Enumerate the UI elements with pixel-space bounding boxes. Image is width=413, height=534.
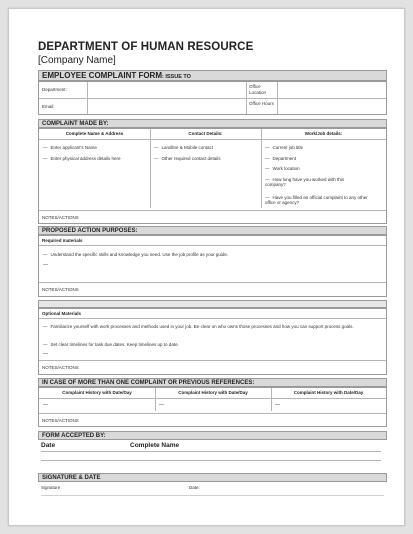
- notes-actions-label: NOTES/ACTIONS: [42, 418, 79, 423]
- history-col-header: Complaint History with Date/Day: [62, 390, 132, 395]
- accepted-date-label: Date: [41, 442, 56, 449]
- empty-list-item: —: [43, 351, 48, 357]
- list-item: — Landline & Mobile contact: [154, 145, 259, 150]
- complaint-made-by-table: [38, 128, 387, 224]
- department-field[interactable]: [88, 83, 245, 97]
- optional-spacer-bar: [38, 300, 387, 308]
- list-item: — Current job title: [265, 145, 383, 150]
- references-table: [38, 387, 387, 427]
- required-materials-label: Required materials: [42, 238, 83, 243]
- office-hours-field[interactable]: [279, 100, 385, 114]
- history-entry-1[interactable]: —: [43, 402, 48, 408]
- signature-date-label: Date:: [189, 485, 200, 490]
- references-heading: IN CASE OF MORE THAN ONE COMPLAINT OR PREVIOUS REFERENCES:: [38, 378, 387, 387]
- email-field[interactable]: [88, 100, 245, 114]
- form-accepted-area: [38, 440, 387, 468]
- office-location-field[interactable]: [279, 83, 385, 97]
- notes-actions-label: NOTES/ACTIONS: [42, 215, 79, 220]
- notes-actions-label: NOTES/ACTIONS: [42, 287, 79, 292]
- list-item: — Other required contact details: [154, 156, 259, 161]
- optional-materials-label: Optional Materials: [42, 311, 82, 316]
- col-contact-header: Contact Details:: [188, 131, 223, 136]
- accepted-name-label: Complete Name: [130, 442, 180, 449]
- signature-line[interactable]: [41, 495, 384, 496]
- optional-materials-table: [38, 308, 387, 375]
- signature-heading: SIGNATURE & DATE: [38, 473, 387, 482]
- required-materials-table: [38, 235, 387, 297]
- list-item: — Have you filled an official complaint to any other office or agency?: [265, 195, 375, 205]
- col-work-header: Work/Job details:: [304, 131, 343, 136]
- list-item: — Familiarize yourself with work processes and methods used in your job. Be clear on who owns those processes and how you can support process goals.: [43, 324, 381, 329]
- empty-list-item: —: [43, 262, 48, 268]
- signature-label: Signature: [41, 485, 61, 490]
- department-label: Department:: [42, 87, 67, 92]
- col-name-address-header: Complete Name & Address: [65, 131, 124, 136]
- office-hours-label: Office Hours: [249, 101, 274, 106]
- history-entry-3[interactable]: —: [275, 402, 280, 408]
- list-item: — Work location: [265, 166, 383, 171]
- history-entry-2[interactable]: —: [159, 402, 164, 408]
- accepted-line-1[interactable]: [41, 451, 381, 452]
- company-name: [Company Name]: [38, 55, 116, 66]
- list-item: — Enter physical address details here: [43, 156, 148, 161]
- list-item: — Enter applicant's Name: [43, 145, 148, 150]
- history-col-header: Complaint History with Date/Day: [293, 390, 364, 395]
- issue-to-table: [38, 81, 387, 115]
- history-col-header: Complaint History with Date/Day: [178, 390, 248, 395]
- proposed-action-heading: PROPOSED ACTION PURPOSES:: [38, 226, 387, 235]
- list-item: — How long have you worked with this company?: [265, 177, 365, 187]
- notes-actions-label: NOTES/ACTIONS: [42, 365, 79, 370]
- list-item: — Understand the specific skills and knowledge you need. Use the job profile as your guide.: [43, 252, 373, 257]
- accepted-line-2[interactable]: [41, 460, 381, 461]
- list-item: — Set clear timelines for task due dates. Keep timelines up to date.: [43, 342, 373, 347]
- form-title-suffix: : ISSUE TO: [162, 74, 191, 80]
- list-item: — Department: [265, 156, 383, 161]
- complaint-made-by-heading: COMPLAINT MADE BY:: [38, 119, 387, 128]
- form-title: EMPLOYEE COMPLAINT FORM: [42, 71, 162, 80]
- office-location-label: Office Location: [249, 84, 267, 95]
- form-sheet: [8, 8, 405, 526]
- email-label: Email:: [42, 104, 55, 109]
- form-title-bar: [38, 70, 387, 81]
- form-accepted-heading: FORM ACCEPTED BY:: [38, 431, 387, 440]
- page-title: DEPARTMENT OF HUMAN RESOURCE: [38, 41, 254, 53]
